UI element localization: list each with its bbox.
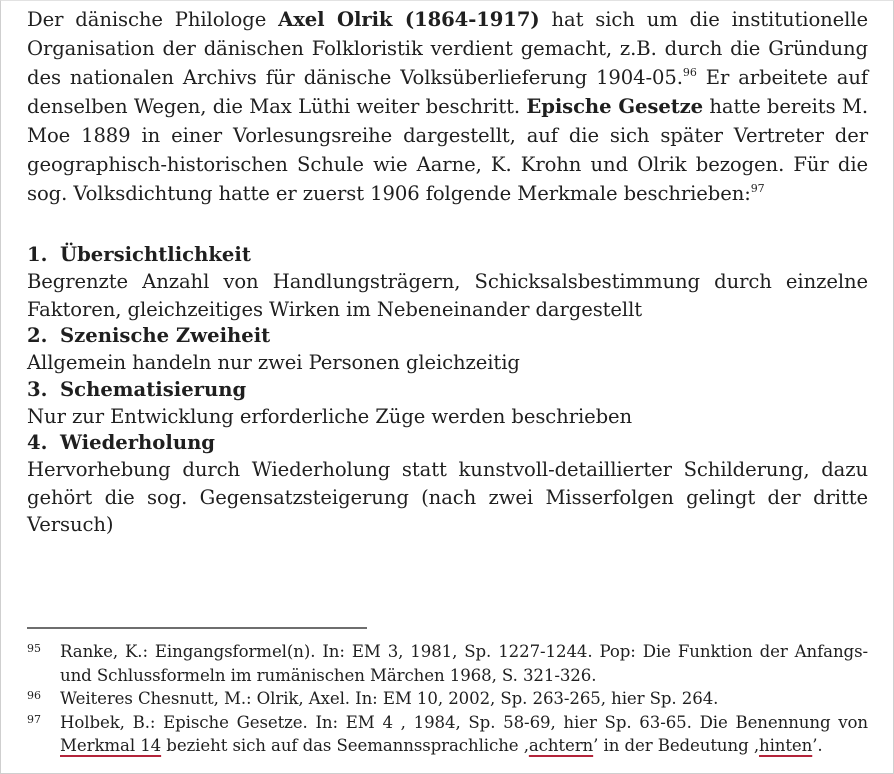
feature-number: 4. — [27, 431, 48, 454]
text-run: Der dänische Philologe — [27, 8, 279, 31]
text-run: Holbek, B.: Epische Gesetze. In: EM 4 , 1984, Sp. 58-69, hier Sp. 63-65. Die Benennung von — [60, 712, 868, 732]
text-run: ’. — [812, 736, 823, 755]
feature-number: 2. — [27, 324, 48, 347]
feature-description: Allgemein handeln nur zwei Personen gleichzeitig — [27, 351, 520, 374]
footnote-95 — [27, 640, 868, 687]
footnote-ref[interactable]: 96 — [682, 66, 697, 79]
footnotes — [27, 640, 868, 758]
feature-title — [27, 377, 868, 403]
text-run: hat sich um die institutionelle Organisation der dänischen Folkloristik verdient gemacht, z.B. durch die Gründung des nationalen Archivs für dänische Volksüberlieferung 1904-05. — [27, 8, 868, 89]
feature-title — [27, 323, 868, 349]
footnote-separator — [27, 627, 367, 629]
feature-list — [27, 242, 868, 539]
feature-item — [27, 323, 868, 377]
text-run: hatte bereits M. Moe 1889 in einer Vorlesungsreihe dargestellt, auf die sich später Vertreter der geographisch-historischen Schule wie Aarne, K. Krohn und Olrik bezogen. Für die sog. Volksdichtung hatte er zuerst 1906 folgende Merkmale beschrieben: — [27, 95, 868, 205]
spellcheck-flagged-word[interactable]: hinten — [758, 736, 813, 755]
document-page — [27, 5, 868, 539]
spellcheck-flagged-word[interactable]: Merkmal 14 — [60, 736, 162, 755]
footnote-96 — [27, 687, 868, 711]
feature-title-text: Szenische Zweiheit — [60, 324, 271, 347]
feature-item — [27, 242, 868, 323]
feature-title — [27, 430, 868, 456]
text-run: bezieht sich auf das Seemannssprachliche ‚ — [161, 736, 529, 755]
footnote-text: Ranke, K.: Eingangsformel(n). In: EM 3, 1981, Sp. 1227-1244. Pop: Die Funktion der Anfangs- und Schlussformeln im rumänischen Märchen 1968, S. 321-326. — [60, 642, 868, 685]
feature-description: Begrenzte Anzahl von Handlungsträgern, Schicksalsbestimmung durch einzelne Faktoren, gleichzeitiges Wirken im Nebeneinander dargestellt — [27, 270, 868, 321]
bold-term: Epische Gesetze — [526, 95, 704, 118]
footnote-text — [60, 711, 868, 758]
footnote-number: 95 — [27, 642, 41, 655]
footnote-text: Weiteres Chesnutt, M.: Olrik, Axel. In: EM 10, 2002, Sp. 263-265, hier Sp. 264. — [60, 689, 719, 708]
feature-title — [27, 242, 868, 268]
feature-number: 1. — [27, 243, 48, 266]
footnote-97 — [27, 711, 868, 758]
footnote-number: 97 — [27, 712, 41, 726]
bold-name: Axel Olrik (1864-1917) — [278, 8, 540, 31]
feature-description: Nur zur Entwicklung erforderliche Züge werden beschrieben — [27, 404, 633, 428]
intro-paragraph — [27, 5, 868, 208]
feature-number: 3. — [27, 377, 48, 401]
feature-title-text: Schematisierung — [60, 377, 247, 401]
text-run: ’ in der Bedeutung ‚ — [593, 736, 759, 755]
footnote-number: 96 — [27, 689, 41, 702]
feature-title-text: Wiederholung — [60, 431, 216, 454]
feature-item — [27, 377, 868, 431]
footnote-ref[interactable]: 97 — [750, 182, 765, 195]
text-run: Er arbeitete auf denselben Wegen, die Max Lüthi weiter beschritt. — [27, 66, 868, 118]
feature-item — [27, 430, 868, 539]
feature-title-text: Übersichtlichkeit — [60, 243, 251, 266]
feature-description: Hervorhebung durch Wiederholung statt kunstvoll-detaillierter Schilderung, dazu gehört die sog. Gegensatzsteigerung (nach zwei Misserfolgen gelingt der dritte Versuch) — [27, 458, 868, 536]
spellcheck-flagged-word[interactable]: achtern — [528, 736, 594, 755]
